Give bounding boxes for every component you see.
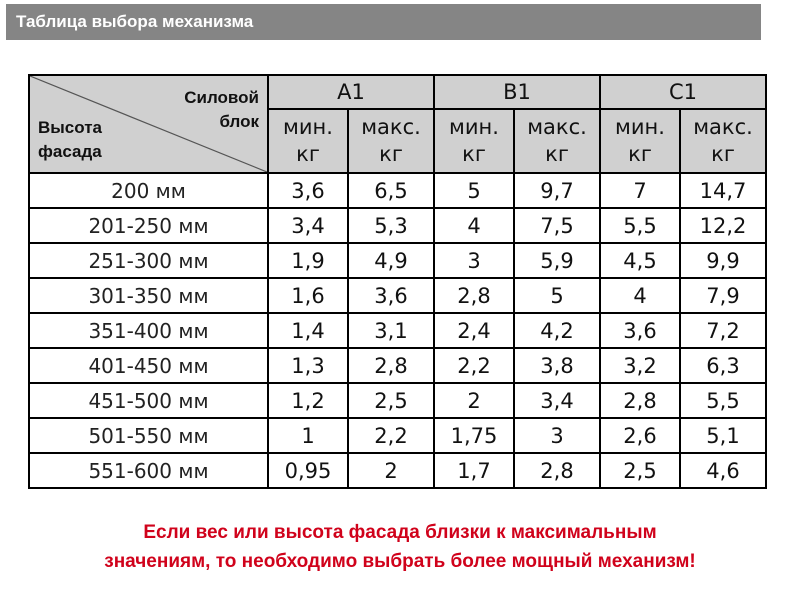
max-weight-cell: 3,6 (348, 278, 434, 313)
min-weight-cell: 4 (600, 278, 680, 313)
max-weight-cell: 2,8 (514, 453, 600, 488)
facade-height-cell: 251-300 мм (29, 243, 268, 278)
max-weight-cell: 4,2 (514, 313, 600, 348)
power-unit-label: Силовой блок (184, 88, 259, 131)
max-weight-cell: 4,6 (680, 453, 766, 488)
table-body (29, 173, 766, 488)
max-weight-cell: 9,7 (514, 173, 600, 208)
min-weight-cell: 3,4 (268, 208, 348, 243)
max-weight-cell: 6,3 (680, 348, 766, 383)
min-weight-cell: 4,5 (600, 243, 680, 278)
facade-height-cell: 200 мм (29, 173, 268, 208)
max-weight-cell: 3,8 (514, 348, 600, 383)
max-weight-cell: 2,5 (348, 383, 434, 418)
max-weight-cell: 4,9 (348, 243, 434, 278)
max-weight-cell: 5 (514, 278, 600, 313)
facade-height-cell: 501-550 мм (29, 418, 268, 453)
group-header-b1: B1 (434, 75, 600, 109)
max-weight-cell: 7,2 (680, 313, 766, 348)
min-weight-cell: 2 (434, 383, 514, 418)
min-weight-cell: 4 (434, 208, 514, 243)
max-weight-cell: 2 (348, 453, 434, 488)
min-weight-cell: 1 (268, 418, 348, 453)
min-weight-cell: 2,8 (600, 383, 680, 418)
min-weight-cell: 2,4 (434, 313, 514, 348)
max-weight-cell: 3 (514, 418, 600, 453)
min-weight-cell: 1,75 (434, 418, 514, 453)
facade-height-cell: 551-600 мм (29, 453, 268, 488)
table-row (29, 418, 766, 453)
min-weight-cell: 2,6 (600, 418, 680, 453)
facade-height-cell: 401-450 мм (29, 348, 268, 383)
min-weight-cell: 1,4 (268, 313, 348, 348)
max-kg-header: макс. кг (680, 109, 766, 173)
min-weight-cell: 1,2 (268, 383, 348, 418)
group-header-c1: C1 (600, 75, 766, 109)
max-weight-cell: 2,8 (348, 348, 434, 383)
warning-note-line-2: значениям, то необходимо выбрать более мощный механизм! (104, 551, 696, 572)
min-weight-cell: 3,6 (268, 173, 348, 208)
mechanism-selection-table (28, 74, 767, 489)
max-weight-cell: 7,9 (680, 278, 766, 313)
min-weight-cell: 3,6 (600, 313, 680, 348)
table-row (29, 348, 766, 383)
facade-height-cell: 451-500 мм (29, 383, 268, 418)
min-weight-cell: 2,2 (434, 348, 514, 383)
min-weight-cell: 2,5 (600, 453, 680, 488)
max-weight-cell: 12,2 (680, 208, 766, 243)
max-weight-cell: 5,9 (514, 243, 600, 278)
max-weight-cell: 7,5 (514, 208, 600, 243)
max-kg-header: макс. кг (348, 109, 434, 173)
facade-height-cell: 351-400 мм (29, 313, 268, 348)
facade-height-cell: 201-250 мм (29, 208, 268, 243)
facade-height-cell: 301-350 мм (29, 278, 268, 313)
max-weight-cell: 5,3 (348, 208, 434, 243)
max-weight-cell: 5,5 (680, 383, 766, 418)
warning-note-line-1: Если вес или высота фасада близки к максимальным (143, 522, 657, 543)
min-weight-cell: 1,3 (268, 348, 348, 383)
min-kg-header: мин. кг (434, 109, 514, 173)
corner-header-cell (29, 75, 268, 173)
min-weight-cell: 1,7 (434, 453, 514, 488)
min-weight-cell: 2,8 (434, 278, 514, 313)
table-row (29, 453, 766, 488)
min-weight-cell: 3 (434, 243, 514, 278)
min-weight-cell: 1,9 (268, 243, 348, 278)
max-weight-cell: 9,9 (680, 243, 766, 278)
group-header-a1: A1 (268, 75, 434, 109)
table-row (29, 383, 766, 418)
min-weight-cell: 1,6 (268, 278, 348, 313)
max-weight-cell: 6,5 (348, 173, 434, 208)
page-title: Таблица выбора механизма (6, 4, 761, 40)
min-weight-cell: 5,5 (600, 208, 680, 243)
max-weight-cell: 3,1 (348, 313, 434, 348)
table-row (29, 208, 766, 243)
max-weight-cell: 5,1 (680, 418, 766, 453)
min-weight-cell: 7 (600, 173, 680, 208)
table-row (29, 173, 766, 208)
min-weight-cell: 3,2 (600, 348, 680, 383)
max-weight-cell: 2,2 (348, 418, 434, 453)
facade-height-label: Высота фасада (38, 118, 102, 161)
min-weight-cell: 0,95 (268, 453, 348, 488)
max-weight-cell: 14,7 (680, 173, 766, 208)
table-row (29, 278, 766, 313)
table-row (29, 243, 766, 278)
max-kg-header: макс. кг (514, 109, 600, 173)
min-kg-header: мин. кг (268, 109, 348, 173)
max-weight-cell: 3,4 (514, 383, 600, 418)
min-kg-header: мин. кг (600, 109, 680, 173)
table-row (29, 313, 766, 348)
min-weight-cell: 5 (434, 173, 514, 208)
